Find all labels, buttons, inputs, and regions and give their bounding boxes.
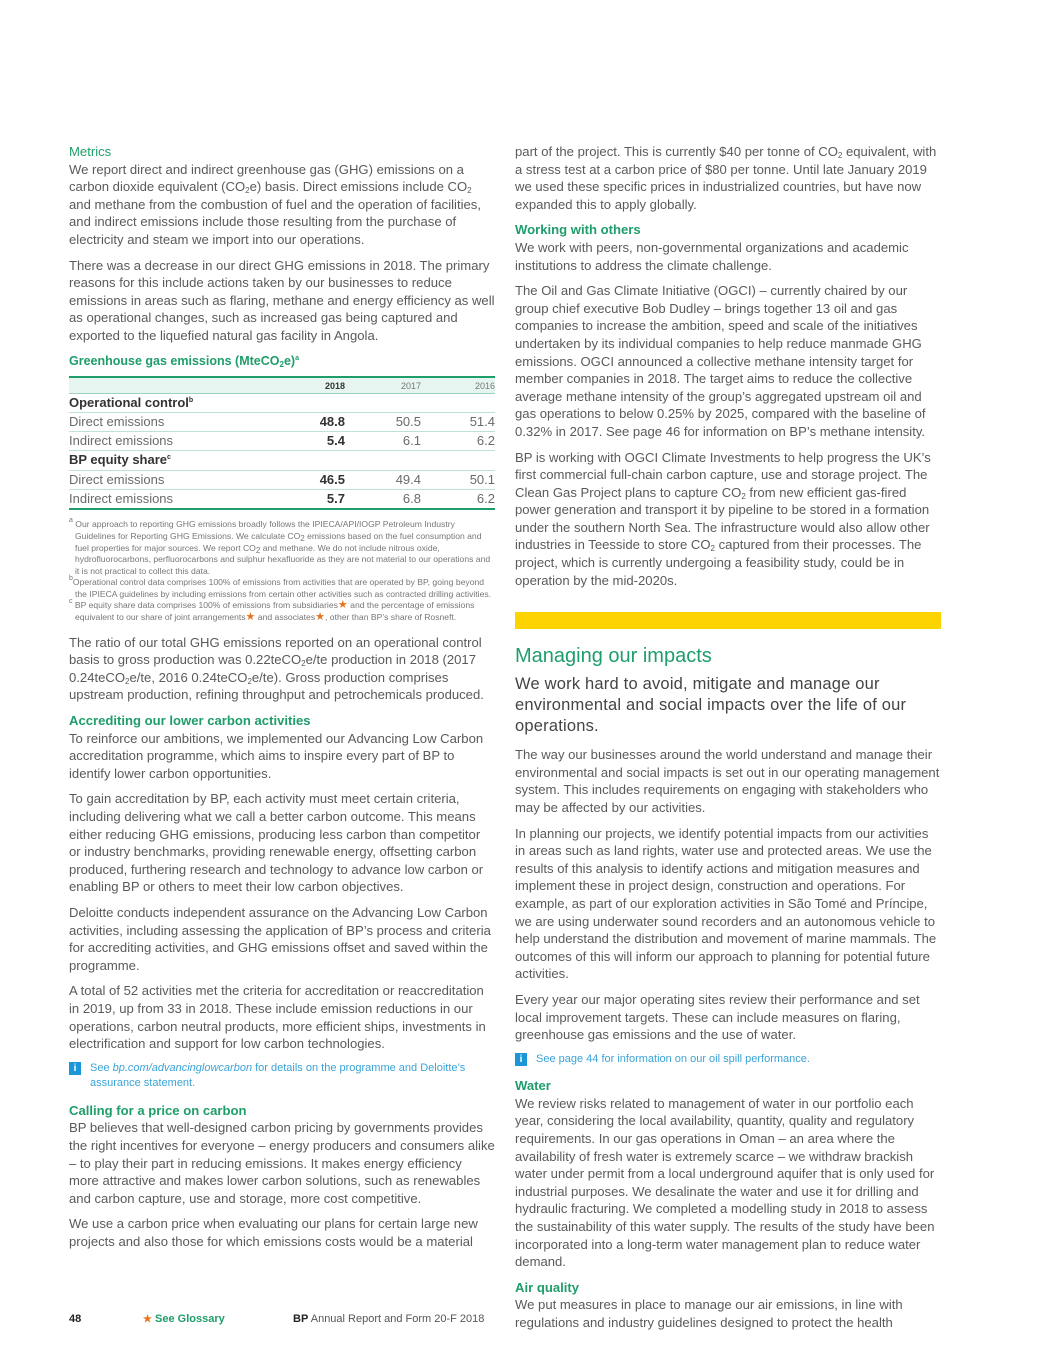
- working-paragraph-1: We work with peers, non-governmental organizations and academic institutions to address the climate challenge.: [515, 239, 909, 273]
- glossary-star-icon: ★: [143, 1314, 152, 1325]
- working-paragraph-3: BP is working with OGCI Climate Investments to help progress the UK’s first commercial full-chain carbon capture, use and storage project. The Clean Gas Project plans to capture $CO_2$ from new efficient gas-fired power generation and transport it by pipeline to be stored in a formation under the southern North Sea. The infrastructure would also allow other industries in Teesside to store $CO_2$ captured from their processes. The project, which is currently undergoing a feasibility study, could be in operation by the mid-2020s.: [515, 449, 931, 588]
- cell-2018: 5.4: [269, 432, 345, 451]
- row-label: Direct emissions: [69, 470, 269, 489]
- table-group-row: [69, 451, 495, 470]
- accrediting-paragraph-1: To reinforce our ambitions, we implemented our Advancing Low Carbon accreditation programme, which aims to inspire every part of BP to identify lower carbon opportunities.: [69, 730, 484, 781]
- row-label: Direct emissions: [69, 412, 269, 431]
- row-label: Indirect emissions: [69, 432, 269, 451]
- footnote-a: $^a$ Our approach to reporting GHG emissions broadly follows the IPIECA/API/IOGP Petroleum Industry Guidelines for Reporting GHG Emissions. We calculate $CO_2$ emissions based on the fuel consumption and fuel properties for major sources. We report $CO_2$ and methane. We do not include nitrous oxide, hydrofluorocarbons, perfluorocarbons and sulphur hexafluoride as they are not material to our operations and it is not practical to collect this data.: [69, 517, 491, 576]
- cell-2016: 6.2: [421, 490, 495, 510]
- section-divider-bar: [515, 612, 941, 629]
- cell-2017: 50.5: [345, 412, 421, 431]
- impacts-paragraph-3: Every year our major operating sites review their performance and set local improvement targets. These can include measures on flaring, greenhouse gas emissions and the use of water.: [515, 991, 920, 1043]
- section-subtitle: We work hard to avoid, mitigate and manage our environmental and social impacts over the life of our operations.: [515, 675, 907, 736]
- ghg-table-title: Greenhouse gas emissions (MteCO$_2$e)$^a$: [69, 353, 299, 369]
- row-label: Indirect emissions: [69, 490, 269, 510]
- section-title: Managing our impacts: [515, 645, 712, 668]
- footnote-b: $^b$Operational control data comprises 100% of emissions from activities that are operated by BP, going beyond the IPIECA guidelines by including emissions from certain other activities such as contracted drilling activities.: [69, 575, 492, 599]
- oil-spill-link[interactable]: See page 44 for information on our oil spill performance.: [536, 1052, 810, 1065]
- glossary-star-icon: ★: [315, 611, 326, 624]
- column-header-2017: 2017: [345, 377, 421, 394]
- advancing-low-carbon-link[interactable]: bp.com/advancinglowcarbon: [112, 1061, 253, 1074]
- info-icon: i: [69, 1062, 81, 1075]
- column-header-2016: 2016: [421, 377, 495, 394]
- accrediting-paragraph-2: To gain accreditation by BP, each activity must meet certain criteria, including delivering what we call a better carbon outcome. This means either reducing GHG emissions, producing less carbon than competitor or industry benchmarks, providing renewable energy, offsetting carbon produced, furthering research and technology to advance low carbon or enabling BP or others to meet their low carbon objectives.: [69, 791, 484, 895]
- carbon-price-paragraph-2: We use a carbon price when evaluating our plans for certain large new projects and also those for which emissions costs would be a material: [69, 1216, 478, 1249]
- table-row: [69, 490, 495, 510]
- info-note-oil-spill: [515, 1052, 941, 1068]
- cell-2017: 6.1: [345, 432, 421, 451]
- table-row: [69, 432, 495, 451]
- carbon-price-paragraph-1: BP believes that well-designed carbon pricing by governments provides the right incentives for everyone – energy producers and consumers alike – to play their part in reducing emissions. It makes energy efficiency more attractive and makes lower carbon solutions, such as renewables and carbon capture, use and storage, more cost competitive.: [69, 1120, 495, 1206]
- column-header-label: [69, 377, 269, 394]
- cell-2016: 51.4: [421, 412, 495, 431]
- cell-2016: 6.2: [421, 432, 495, 451]
- info-note-text: See bp.com/advancinglowcarbon for details on the programme and Deloitte’s assurance statement.: [90, 1061, 466, 1090]
- water-paragraph: We review risks related to management of water in our portfolio each year, considering the local availability, quantity, quality and regulatory requirements. In our gas operations in Oman – an area where the availability of fresh water is extremely scarce – we withdraw brackish water under permit from a local underground aquifer that is only used for industrial purposes. We desalinate the water and use it for drilling and hydraulic fracturing. We completed a modelling study in 2018 to assess the sustainability of this water supply. The results of the study have been incorporated into a long-term water management plan to reduce water demand.: [515, 1095, 935, 1270]
- page-number: 48: [69, 1313, 82, 1325]
- cell-2017: 49.4: [345, 470, 421, 489]
- right-column: [515, 143, 941, 1340]
- accrediting-paragraph-3: Deloitte conducts independent assurance on the Advancing Low Carbon activities, including assessing the application of BP’s process and criteria for accrediting activities, and GHG emissions offset and saved within the programme.: [69, 904, 491, 973]
- accrediting-paragraph-4: A total of 52 activities met the criteria for accreditation or reaccreditation in 2019, up from 33 in 2018. These include emission reductions in our operations, carbon neutral products, more efficient ships, investments in electrification and support for low carbon technologies.: [69, 983, 486, 1052]
- working-with-others-heading: Working with others: [515, 222, 641, 238]
- table-row: [69, 470, 495, 489]
- left-column: [69, 143, 495, 1258]
- group-label-bp-equity-share: BP equity share$^c$: [69, 451, 495, 470]
- table-footnotes: [69, 519, 495, 623]
- glossary-star-icon: ★: [245, 611, 256, 624]
- cell-2017: 6.8: [345, 490, 421, 510]
- metrics-paragraph-2: There was a decrease in our direct GHG emissions in 2018. The primary reasons for this include actions taken by our businesses to reduce emissions in areas such as flaring, methane and energy efficiency as well as operational changes, such as increased gas being captured and exported to the liquefied natural gas facility in Angola.: [69, 257, 495, 343]
- ratio-paragraph: The ratio of our total GHG emissions reported on an operational control basis to gross production was 0.22teCO$_2$e/te production in 2018 (2017 0.24teCO$_2$e/te, 2016 0.24teCO$_2$e/te). Gross production comprises upstream production, refining throughput and petrochemicals produced.: [69, 634, 484, 703]
- ghg-emissions-table: [69, 376, 495, 511]
- info-icon: i: [515, 1053, 527, 1066]
- carbon-price-heading: Calling for a price on carbon: [69, 1102, 247, 1118]
- metrics-heading: Metrics: [69, 144, 112, 159]
- carbon-price-continued: part of the project. This is currently $40 per tonne of $CO_2$ equivalent, with a stress test at a carbon price of $80 per tonne. Until late January 2019 we used these specific prices in industrialized countries, but have now expanded this to apply globally.: [515, 144, 937, 212]
- footnote-c: $^c$ BP equity share data comprises 100% of emissions from subsidiaries★ and the percentage of emissions equivalent to our share of joint arrangements★ and associates★, other than BP’s share of Rosneft.: [69, 598, 475, 624]
- water-heading: Water: [515, 1078, 551, 1094]
- report-title: BP Annual Report and Form 20-F 2018: [293, 1313, 485, 1325]
- cell-2018: 48.8: [269, 412, 345, 431]
- cell-2018: 5.7: [269, 490, 345, 510]
- working-paragraph-2: The Oil and Gas Climate Initiative (OGCI) – currently chaired by our group chief executive Bob Dudley – brings together 13 oil and gas companies to increase the ambition, speed and scale of the initiatives undertaken by its individual companies to help reduce manmade GHG emissions. OGCI announced a collective methane intensity target for member companies in 2018. The target aims to reduce the collective average methane intensity of the group’s aggregated upstream oil and gas operations to below 0.25% by 2025, compared with the baseline of 0.32% in 2017. See page 46 for information on BP’s methane intensity.: [515, 283, 926, 439]
- info-note-advancing-low-carbon: [69, 1061, 495, 1092]
- column-header-2018: 2018: [269, 377, 345, 394]
- impacts-paragraph-2: In planning our projects, we identify potential impacts from our activities in areas such as land rights, water use and protected areas. We use the results of this analysis to identify actions and mitigation measures and implement these in project design, construction and operations. For example, as part of our exploration activities in São Tomé and Príncipe, we are using underwater sound recorders and an autonomous vehicle to help understand the distribution and movement of marine mammals. The outcomes of this will inform our approach to planning for potential future activities.: [515, 825, 937, 982]
- air-quality-heading: Air quality: [515, 1279, 580, 1295]
- impacts-paragraph-1: The way our businesses around the world understand and manage their environmental and social impacts is set out in our operating management system. This includes requirements on engaging with stakeholders who may be affected by our activities.: [515, 747, 940, 816]
- air-quality-paragraph: We put measures in place to manage our air emissions, in line with regulations and industry guidelines designed to protect the health: [515, 1297, 903, 1330]
- table-group-row: [69, 393, 495, 412]
- table-header-row: [69, 377, 495, 394]
- accrediting-heading: Accrediting our lower carbon activities: [69, 713, 311, 729]
- glossary-star-icon: ★: [337, 599, 348, 612]
- see-glossary-link[interactable]: ★ See Glossary: [143, 1313, 225, 1325]
- table-row: [69, 412, 495, 431]
- metrics-paragraph-1: We report direct and indirect greenhouse gas (GHG) emissions on a carbon dioxide equivalent $(CO_2e)$ basis. Direct emissions include $CO_2$ and methane from the combustion of fuel and the operation of facilities, and indirect emissions include those resulting from the purchase of electricity and steam we import into our operations.: [69, 161, 481, 247]
- cell-2018: 46.5: [269, 470, 345, 489]
- cell-2016: 50.1: [421, 470, 495, 489]
- group-label-operational-control: Operational control$^b$: [69, 393, 495, 412]
